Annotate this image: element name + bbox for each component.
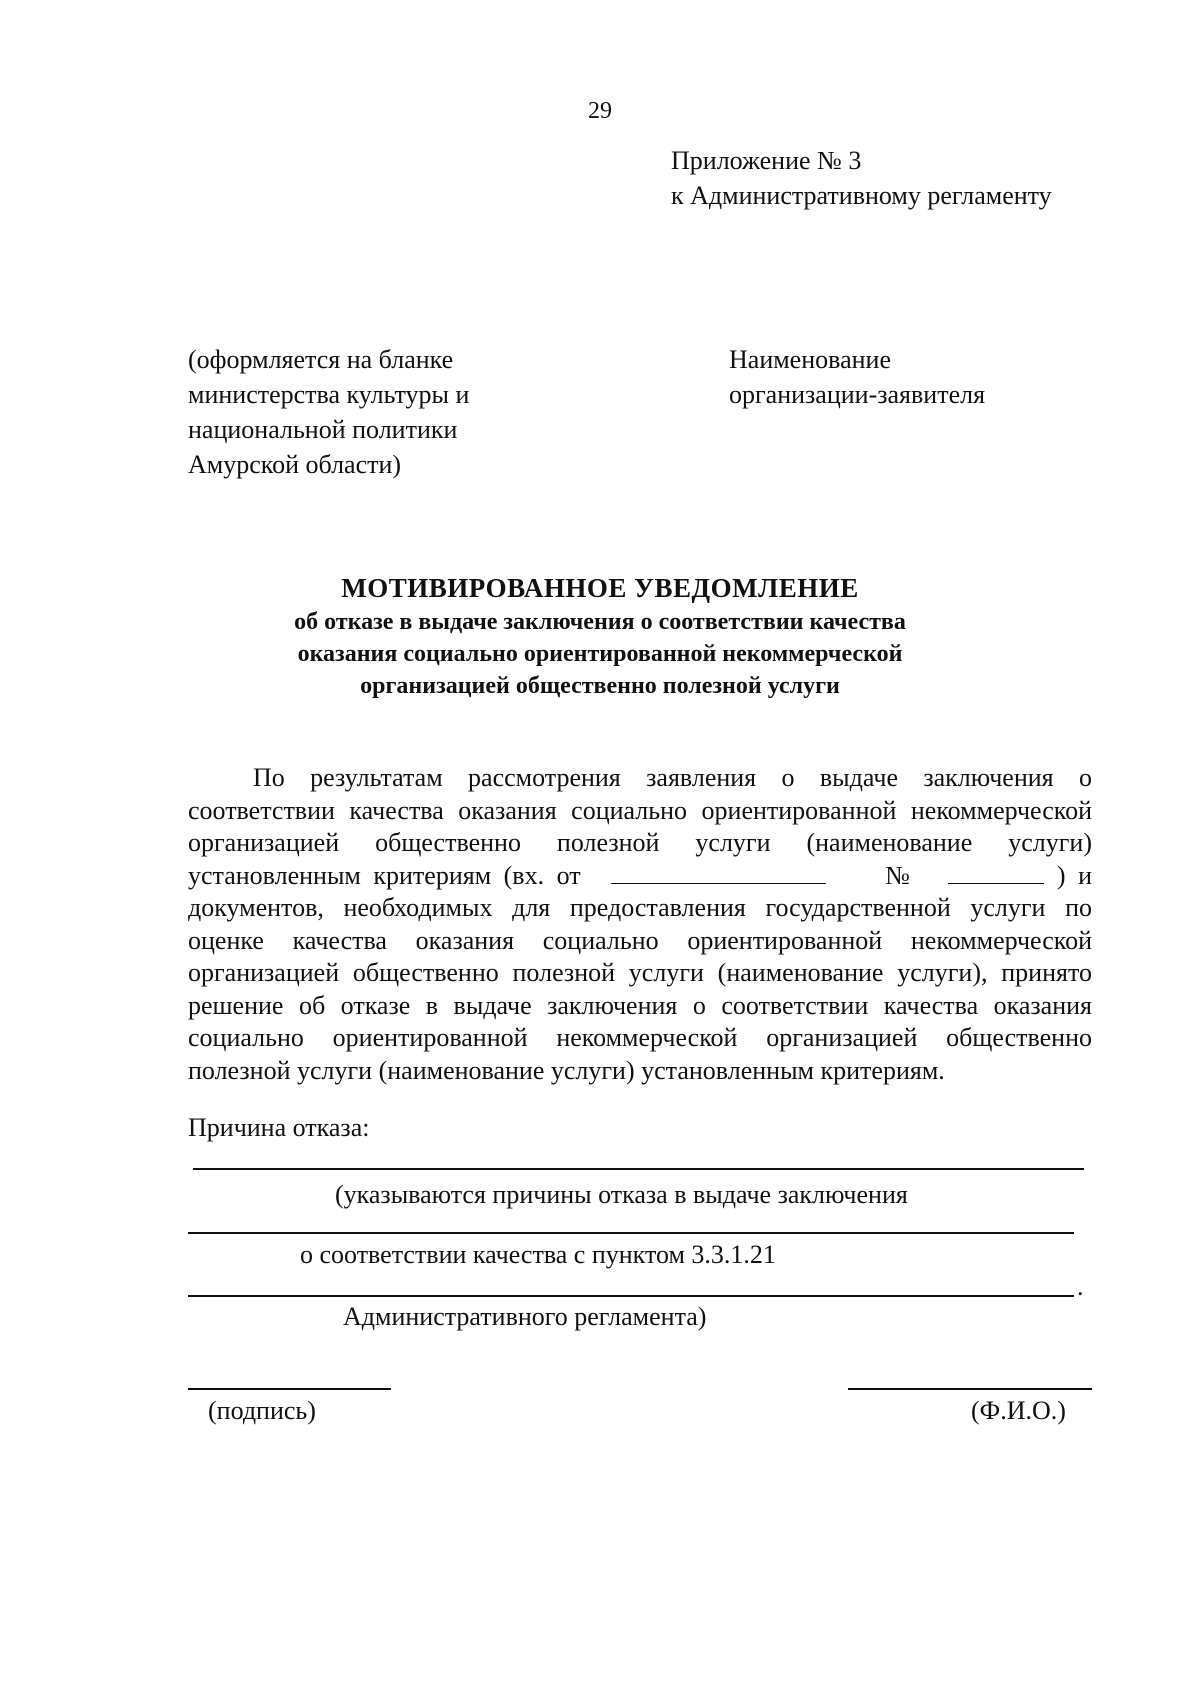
body-text-part-2: документов, необходимых для предоставления государственной услуги по оценке качества оказания социально ориентированной некоммерческой организацией общественно полезной услуги (наименование услуги), принято решение об отказе в выдаче заключения о соответствии качества оказания социально ориентированной некоммерческой организацией общественно полезной услуги (наименование услуги) установленным критериям. bbox=[188, 893, 1092, 1085]
document-title bbox=[0, 570, 1200, 702]
closing-paren-and: ) и bbox=[1056, 860, 1092, 890]
title-main: МОТИВИРОВАННОЕ УВЕДОМЛЕНИЕ bbox=[341, 573, 859, 603]
appendix-reference bbox=[671, 143, 1052, 213]
signature-line[interactable] bbox=[188, 1388, 391, 1390]
recipient-block bbox=[729, 342, 985, 412]
reason-line-2[interactable] bbox=[188, 1232, 1074, 1234]
date-fill-line[interactable] bbox=[611, 865, 826, 884]
reason-end-mark: . bbox=[1077, 1272, 1084, 1301]
letterhead-line-3: национальной политики bbox=[188, 415, 458, 444]
number-sign: № bbox=[885, 860, 916, 890]
letterhead-line-2: министерства культуры и bbox=[188, 380, 470, 409]
letterhead-line-4: Амурской области) bbox=[188, 450, 402, 479]
number-fill-line[interactable] bbox=[948, 865, 1044, 884]
signature-label: (подпись) bbox=[208, 1396, 316, 1425]
recipient-line-2: организации-заявителя bbox=[729, 380, 986, 409]
page-number: 29 bbox=[588, 98, 612, 124]
reason-caption-2: о соответствии качества с пунктом 3.3.1.21 bbox=[300, 1240, 776, 1269]
reason-caption-3: Административного регламента) bbox=[343, 1302, 707, 1331]
appendix-line-2: к Административному регламенту bbox=[671, 181, 1052, 210]
reason-line-1[interactable] bbox=[193, 1168, 1084, 1170]
body-paragraph bbox=[188, 762, 1092, 1087]
name-label: (Ф.И.О.) bbox=[971, 1396, 1066, 1425]
name-line[interactable] bbox=[848, 1388, 1092, 1390]
title-sub-2: оказания социально ориентированной некоммерческой bbox=[297, 641, 903, 667]
title-sub-1: об отказе в выдаче заключения о соответствии качества bbox=[294, 609, 906, 635]
body-text-part-1: По результатам рассмотрения заявления о выдаче заключения о соответствии качества оказания социально ориентированной некоммерческой организацией общественно полезной услуги (наименование услуги) установленным критериям (вх. от bbox=[188, 763, 1092, 890]
recipient-line-1: Наименование bbox=[729, 345, 891, 374]
title-sub-3: организацией общественно полезной услуги bbox=[360, 673, 840, 699]
reason-line-3[interactable] bbox=[188, 1295, 1074, 1297]
letterhead-line-1: (оформляется на бланке bbox=[188, 345, 454, 374]
appendix-line-1: Приложение № 3 bbox=[671, 146, 862, 175]
letterhead-note bbox=[188, 342, 469, 482]
reason-label: Причина отказа: bbox=[188, 1113, 370, 1142]
reason-caption-1: (указываются причины отказа в выдаче заключения bbox=[335, 1180, 908, 1209]
